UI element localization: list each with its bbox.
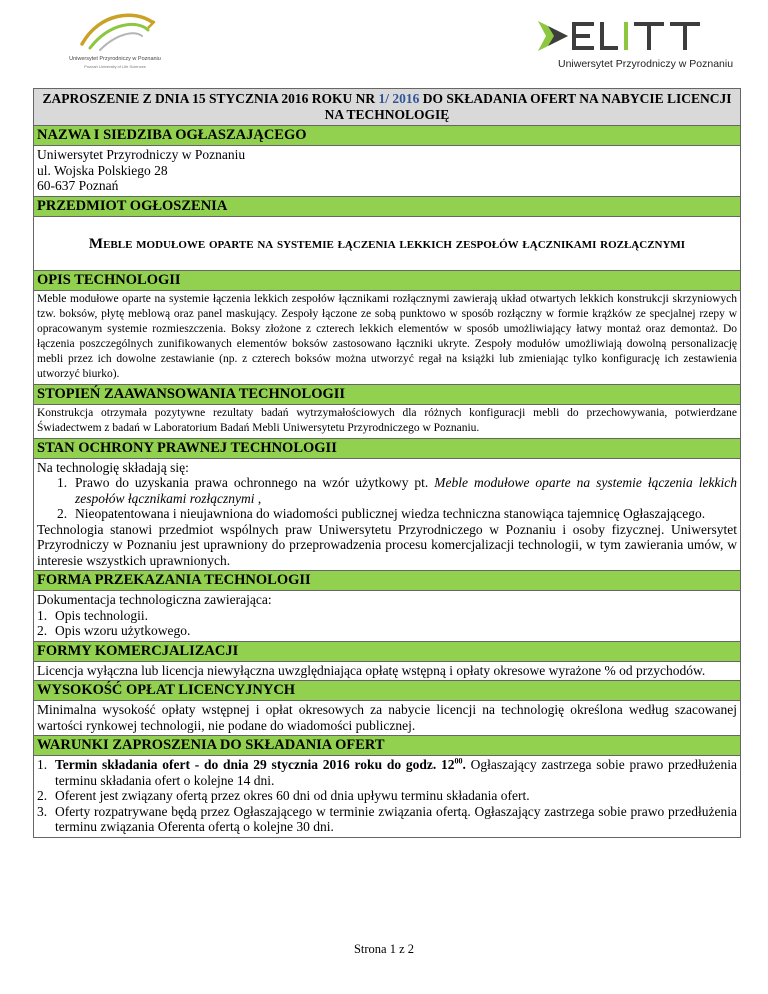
announcer-details (34, 146, 741, 197)
section-heading-license-fees: WYSOKOŚĆ OPŁAT LICENCYJNYCH (34, 681, 741, 701)
left-logo-subtitle: Poznań University of Life Sciences (84, 64, 146, 69)
list-item (37, 804, 737, 835)
elitt-logo-icon (538, 18, 713, 58)
deadline-extension: Ogłaszający zastrzega sobie prawo przedłużenia terminu składania ofert o kolejne 14 dni. (55, 757, 737, 788)
legal-item-2-text: Nieopatentowana i nieujawniona do wiadomości publicznej wiedza techniczna stanowiąca tajemnicę Ogłaszającego. (75, 506, 706, 521)
transfer-item-1: Opis technologii. (55, 607, 148, 623)
section-heading-conditions: WARUNKI ZAPROSZENIA DO SKŁADANIA OFERT (34, 736, 741, 756)
legal-outro: Technologia stanowi przedmiot wspólnych praw Uniwersytetu Przyrodniczego w Poznaniu i osoby fizycznej. Uniwersytet Przyrodniczy w Poznaniu jest uprawniony do przeprowadzenia procesu komercjalizacji technologii, w tym zawierania umów, w interesie wszystkich uprawnionych. (37, 521, 737, 568)
section-heading-advancement: STOPIEŃ ZAAWANSOWANIA TECHNOLOGII (34, 384, 741, 404)
university-emblem-icon (60, 8, 170, 56)
list-item (37, 506, 737, 522)
list-item (37, 475, 737, 506)
announcer-name: Uniwersytet Przyrodniczy w Poznaniu (37, 147, 246, 162)
list-item (37, 623, 737, 639)
binding-period: Oferent jest związany ofertą przez okres 60 dni od dnia upływu terminu składania ofert. (55, 788, 530, 803)
list-item (37, 608, 737, 624)
title-text-1: ZAPROSZENIE Z DNIA 15 STYCZNIA 2016 ROKU NR (42, 91, 379, 106)
section-heading-description: OPIS TECHNOLOGII (34, 270, 741, 290)
section-heading-commercialization: FORMY KOMERCJALIZACJI (34, 641, 741, 661)
title-number: 1/ 2016 (378, 91, 420, 106)
list-number: 1. (57, 475, 68, 490)
technology-advancement: Konstrukcja otrzymała pozytywne rezultaty badań wytrzymałościowych dla różnych konfiguracji mebli do przechowywania, potwierdzane Świadectwem z badań w Laboratorium Badań Mebli Uniwersytetu Przyrodniczego w Poznaniu. (34, 404, 741, 438)
legal-item-1-text: Prawo do uzyskania prawa ochronnego na wzór użytkowy pt. (75, 475, 435, 490)
university-logo (60, 8, 170, 76)
deadline-text (55, 757, 466, 772)
list-number: 1. (37, 607, 48, 623)
list-number: 2. (37, 788, 48, 803)
section-heading-subject: PRZEDMIOT OGŁOSZENIA (34, 196, 741, 216)
deadline-end: . (462, 757, 466, 772)
transfer-list (37, 608, 737, 639)
legal-list (37, 475, 737, 522)
announcer-street: ul. Wojska Polskiego 28 (37, 162, 168, 178)
list-number: 2. (57, 506, 68, 521)
right-logo-name: Uniwersytet Przyrodniczy w Poznaniu (558, 58, 734, 70)
conditions-list (37, 757, 737, 835)
legal-intro: Na technologię składają się: (37, 459, 189, 475)
list-item (37, 757, 737, 788)
review-terms: Oferty rozpatrywane będą przez Ogłaszającego w terminie związania ofertą. Ogłaszający zastrzega sobie prawo przedłużenia terminu związania Oferenta ofertą o kolejne 30 dni. (55, 803, 737, 834)
list-item (37, 788, 737, 804)
legal-item-1-title: Meble modułowe oparte na systemie łączenia lekkich zespołów łącznikami rozłącznymi (75, 475, 737, 506)
announcer-city: 60-637 Poznań (37, 178, 119, 193)
announcement-subject: Meble modułowe oparte na systemie łączenia lekkich zespołów łącznikami rozłącznymi (34, 216, 741, 270)
document-title (34, 89, 741, 126)
deadline-minutes: 00 (454, 756, 463, 766)
legal-protection-details (34, 458, 741, 571)
license-fees: Minimalna wysokość opłaty wstępnej i opłat okresowych za nabycie licencji na technologię określona według szacowanej wartości rynkowej technologii, nie podane do wiadomości publicznej. (34, 701, 741, 736)
elitt-logo (538, 18, 734, 73)
transfer-form-details (34, 591, 741, 642)
list-number: 3. (37, 803, 48, 819)
commercialization-forms: Licencja wyłączna lub licencja niewyłączna uwzględniająca opłatę wstępną i opłaty okresowe wyrażone % od przychodów. (34, 661, 741, 681)
section-heading-legal-protection: STAN OCHRONY PRAWNEJ TECHNOLOGII (34, 438, 741, 458)
offer-conditions (34, 756, 741, 838)
legal-item-1-tail: , (254, 490, 262, 506)
page-number: Strona 1 z 2 (353, 942, 415, 956)
section-heading-announcer: NAZWA I SIEDZIBA OGŁASZAJĄCEGO (34, 126, 741, 146)
page-header (0, 0, 768, 88)
transfer-intro: Dokumentacja technologiczna zawierająca: (37, 592, 272, 607)
transfer-item-2: Opis wzoru użytkowego. (55, 623, 191, 638)
list-number: 1. (37, 757, 48, 772)
deadline-date: Termin składania ofert - do dnia 29 stycznia 2016 roku do godz. 12 (55, 757, 455, 772)
list-number: 2. (37, 623, 48, 638)
left-logo-name: Uniwersytet Przyrodniczy w Poznaniu (69, 56, 161, 62)
announcement-table (33, 88, 741, 838)
technology-description: Meble modułowe oparte na systemie łączenia lekkich zespołów łącznikami rozłącznymi zawierają układ otwartych lekkich konstrukcji skrzyniowych tzw. boksów, płytę meblową oraz panel maskujący. Zespoły łączone ze sobą punktowo w sposób rozłączny w formie krążków ze specjalnej rzepy w opracowanym systemie rozmieszczenia. Boksy złożone z czterech lekkich elementów w sposób umożliwiający łatwy montaż oraz demontaż. Do łączenia poszczególnych zunifikowanych elementów boksów zastosowano łączniki ukryte. Zespoły modułów umożliwiają dowolną personalizację mebli przez ich dowolne zestawianie (np. z czterech boksów można utworzyć regał na książki lub zmieniając tylko konfigurację ich zestawienia utworzyć biurko). (34, 290, 741, 384)
section-heading-transfer-form: FORMA PRZEKAZANIA TECHNOLOGII (34, 571, 741, 591)
title-text-2: DO SKŁADANIA OFERT NA NABYCIE LICENCJI NA TECHNOLOGIĘ (324, 91, 732, 122)
